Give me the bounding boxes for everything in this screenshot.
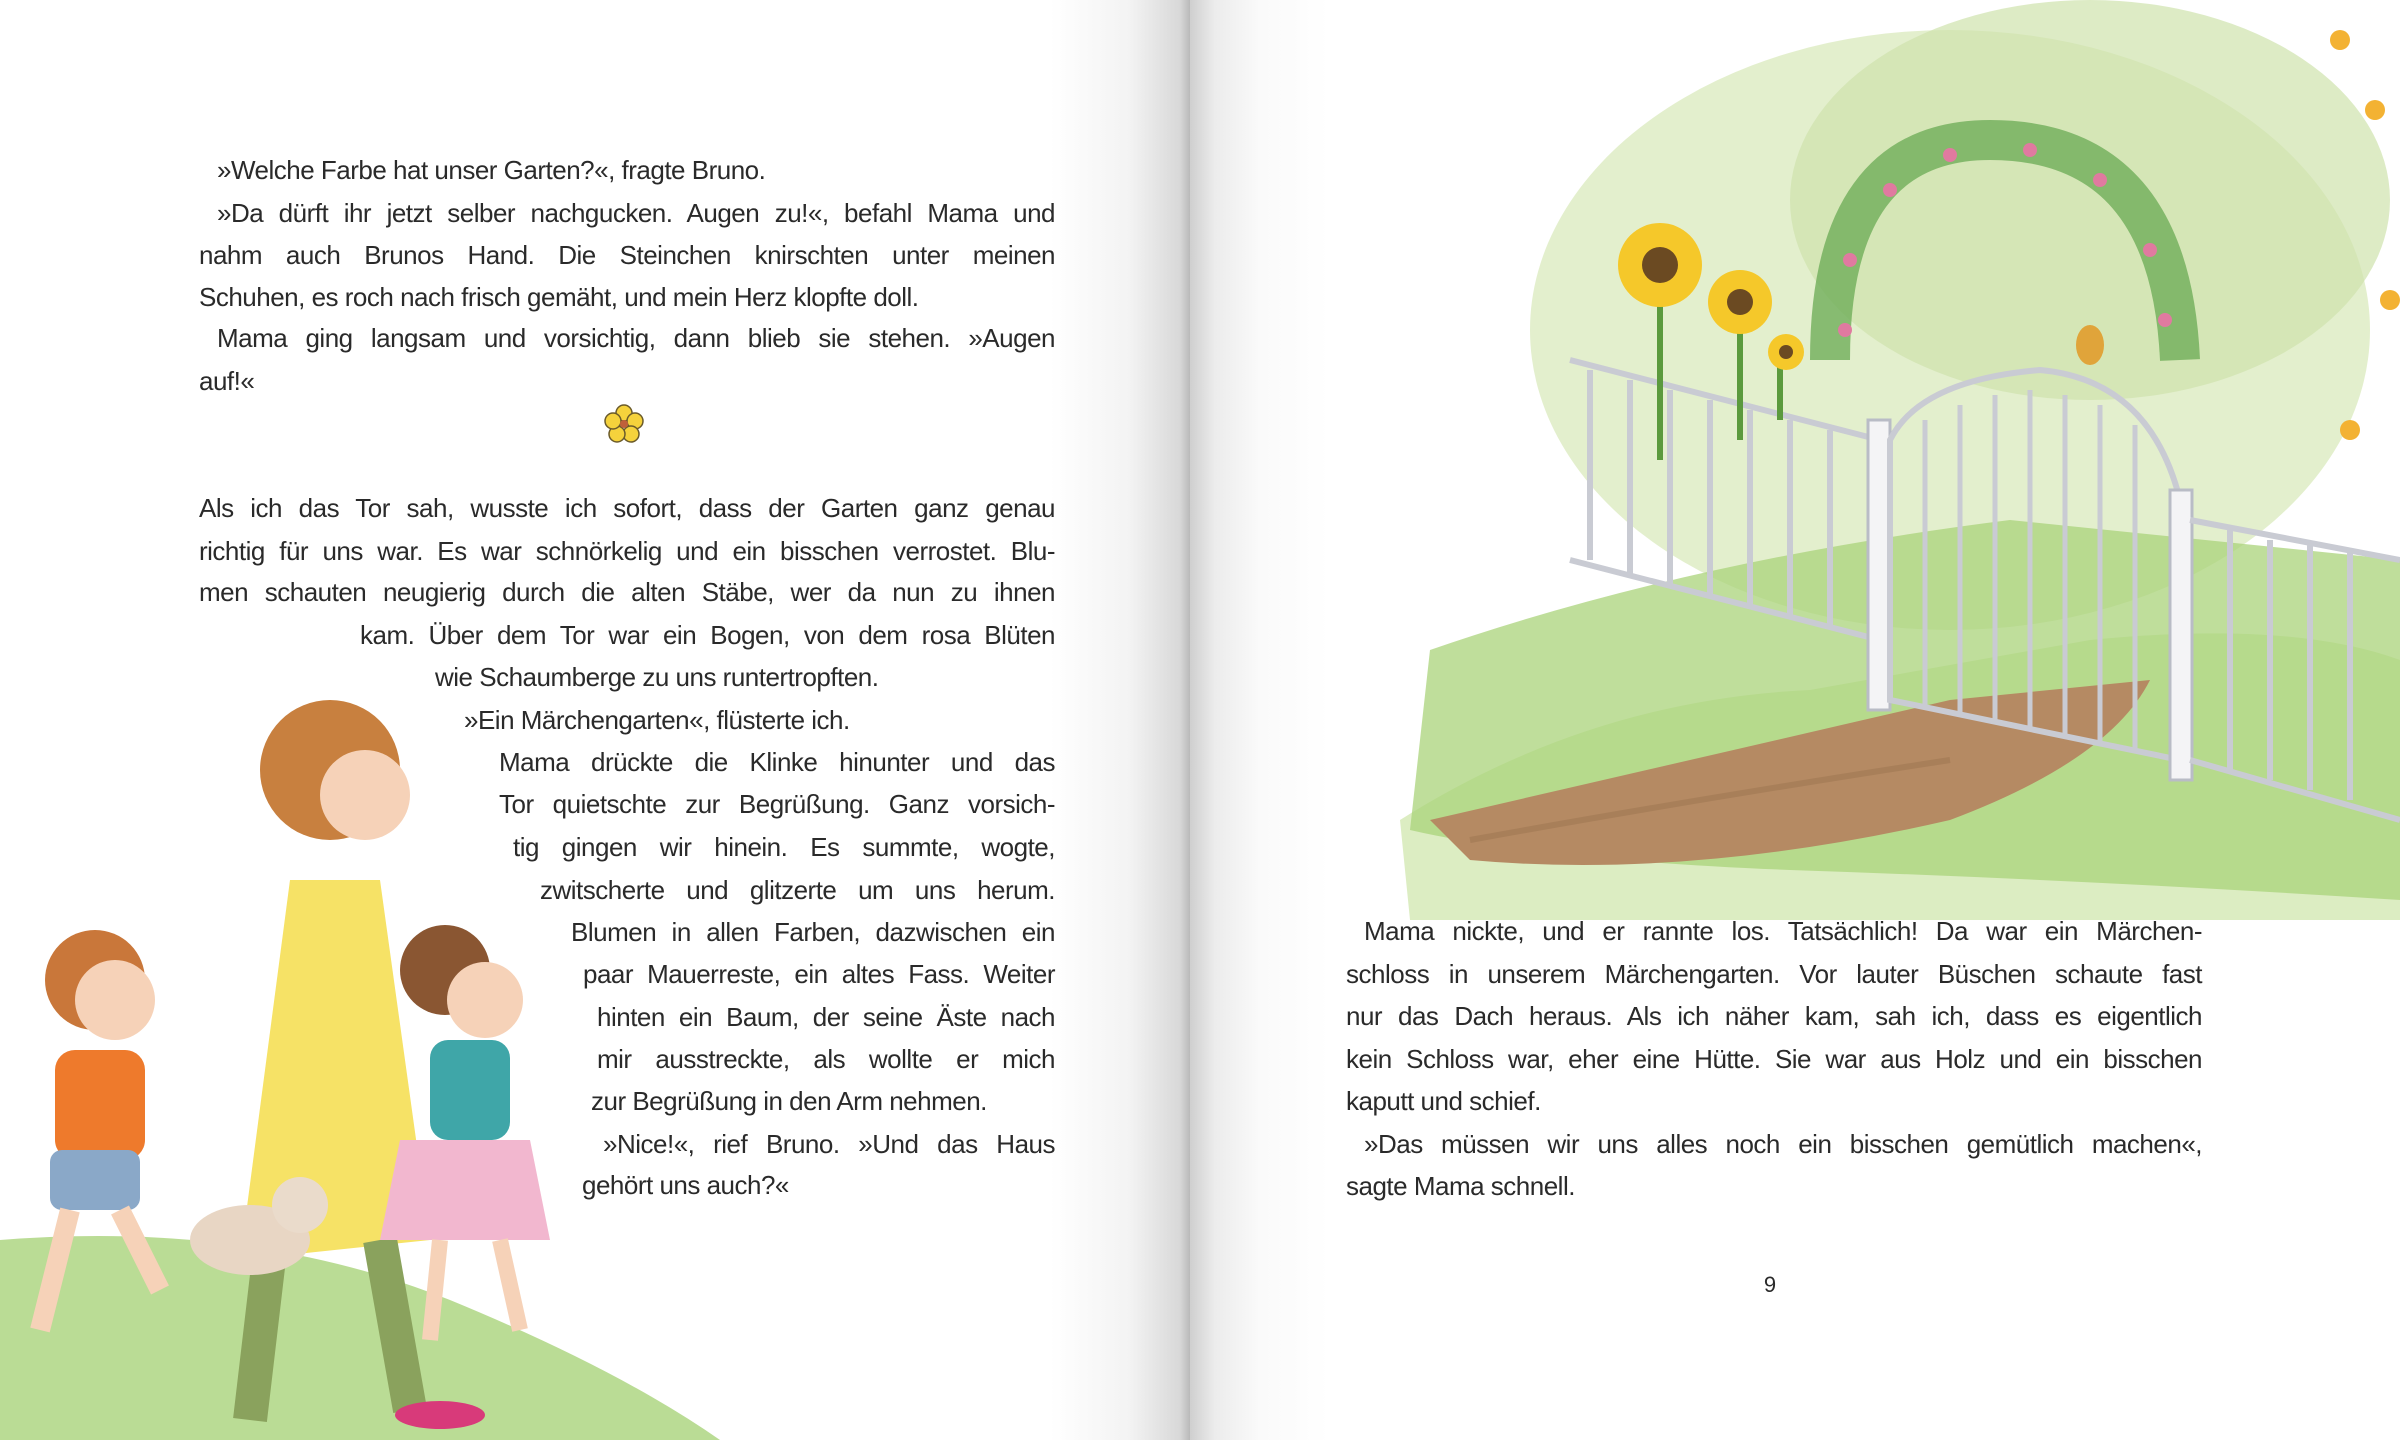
text-line: mir ausstreckte, als wollte er mich <box>597 1044 1055 1074</box>
text-line: kaputt und schief. <box>1346 1086 1541 1116</box>
text-line: kam. Über dem Tor war ein Bogen, von dem rosa Blüten <box>360 620 1055 650</box>
text-line: »Da dürft ihr jetzt selber nachgucken. Augen zu!«, befahl Mama und <box>217 198 1055 228</box>
text-line: Mama nickte, und er rannte los. Tatsächlich! Da war ein Märchen- <box>1364 916 2202 946</box>
text-line: tig gingen wir hinein. Es summte, wogte, <box>513 832 1055 862</box>
text-line: sagte Mama schnell. <box>1346 1171 1575 1201</box>
text-line: Als ich das Tor sah, wusste ich sofort, dass der Garten ganz genau <box>199 493 1055 523</box>
text-line: »Ein Märchengarten«, flüsterte ich. <box>464 705 850 735</box>
text-line: nahm auch Brunos Hand. Die Steinchen knirschten unter meinen <box>199 240 1055 270</box>
text-line: men schauten neugierig durch die alten Stäbe, wer da nun zu ihnen <box>199 577 1055 607</box>
text-line: zwitscherte und glitzerte um uns herum. <box>540 875 1055 905</box>
text-line: hinten ein Baum, der seine Äste nach <box>597 1002 1055 1032</box>
text-line: »Nice!«, rief Bruno. »Und das Haus <box>603 1129 1055 1159</box>
text-line: Mama drückte die Klinke hinunter und das <box>499 747 1055 777</box>
text-line: nur das Dach heraus. Als ich näher kam, sah ich, dass es eigentlich <box>1346 1001 2202 1031</box>
text-line: Blumen in allen Farben, dazwischen ein <box>571 917 1055 947</box>
text-line: wie Schaumberge zu uns runtertropften. <box>435 662 879 692</box>
text-line: auf!« <box>199 366 255 396</box>
text-line: zur Begrüßung in den Arm nehmen. <box>591 1086 987 1116</box>
text-line: paar Mauerreste, ein altes Fass. Weiter <box>583 959 1055 989</box>
text-line: richtig für uns war. Es war schnörkelig und ein bisschen verrostet. Blu- <box>199 536 1055 566</box>
garden-gate-illustration <box>1390 0 2400 920</box>
text-line: Mama ging langsam und vorsichtig, dann blieb sie stehen. »Augen <box>217 323 1055 353</box>
text-line: »Welche Farbe hat unser Garten?«, fragte Bruno. <box>217 155 766 185</box>
flower-icon <box>604 404 644 444</box>
page-number: 9 <box>1763 1272 1777 1297</box>
text-line: gehört uns auch?« <box>582 1170 789 1200</box>
text-line: »Das müssen wir uns alles noch ein bisschen gemütlich machen«, <box>1364 1129 2202 1159</box>
text-line: Schuhen, es roch nach frisch gemäht, und mein Herz klopfte doll. <box>199 282 919 312</box>
text-line: kein Schloss war, eher eine Hütte. Sie war aus Holz und ein bisschen <box>1346 1044 2202 1074</box>
text-line: schloss in unserem Märchengarten. Vor lauter Büschen schaute fast <box>1346 959 2202 989</box>
text-line: Tor quietschte zur Begrüßung. Ganz vorsich- <box>499 789 1055 819</box>
